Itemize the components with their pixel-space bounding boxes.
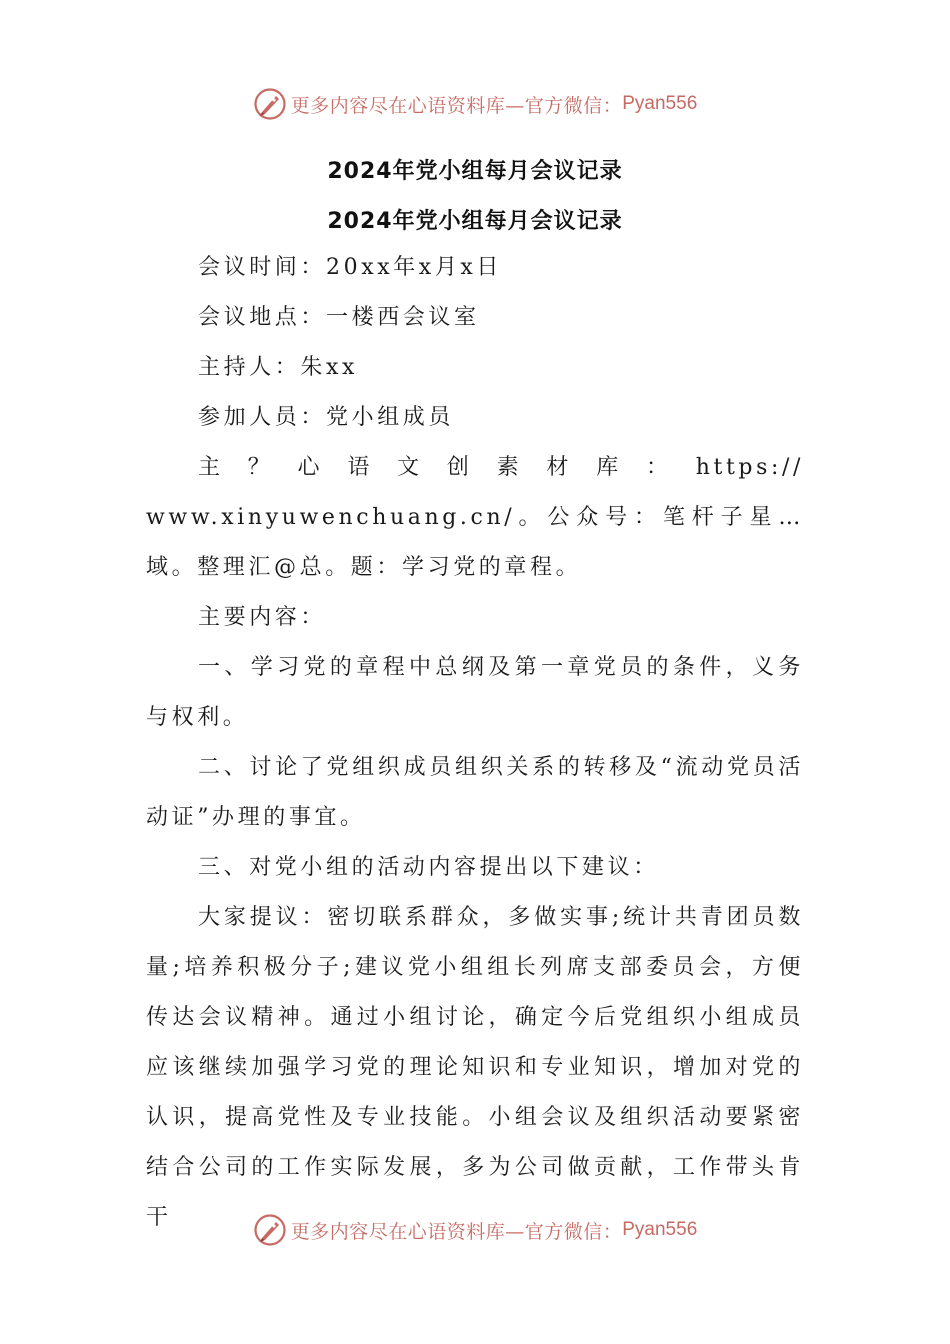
document-body [146, 243, 804, 1243]
main-content-heading: 主要内容： [198, 605, 327, 630]
document-title: 2024年党小组每月会议记录 [327, 159, 623, 184]
banner-text: 更多内容尽在心语资料库—官方微信： [290, 94, 623, 117]
banner-wechat-id: Pyan556 [622, 93, 698, 114]
header-watermark-banner [0, 84, 950, 124]
item-three-paragraph: 三、对党小组的活动内容提出以下建议： [198, 855, 659, 880]
footer-watermark-banner [0, 1210, 950, 1250]
pen-nib-logo-icon [253, 87, 287, 121]
suggestions-paragraph: 大家提议：密切联系群众，多做实事;统计共青团员数量;培养积极分子;建议党小组组长列席支部委员会，方便传达会议精神。通过小组讨论，确定今后党组织小组成员应该继续加强学习党的理论知识和专业知识，增加对党的认识，提高党性及专业技能。小组会议及组织活动要紧密结合公司的工作实际发展，多为公司做贡献，工作带头肯干 [146, 905, 804, 1230]
document-subtitle: 2024年党小组每月会议记录 [327, 209, 623, 234]
item-two-paragraph: 二、讨论了党组织成员组织关系的转移及“流动党员活动证”办理的事宜。 [146, 755, 804, 830]
attendees-paragraph: 参加人员：党小组成员 [198, 405, 455, 430]
banner-text: 更多内容尽在心语资料库—官方微信： [290, 1220, 623, 1243]
host-paragraph: 主持人：朱xx [198, 355, 359, 380]
source-line-paragraph: 主？心语文创素材库：https:// [198, 455, 804, 480]
item-one-paragraph: 一、学习党的章程中总纲及第一章党员的条件，义务与权利。 [146, 655, 804, 730]
banner-wechat-id: Pyan556 [622, 1219, 698, 1240]
source-url-paragraph: www.xinyuwenchuang.cn/。公众号：笔杆子星…域。整理汇@总。题：学习党的章程。 [146, 505, 804, 580]
meeting-time-paragraph: 会议时间：20xx年x月x日 [198, 255, 503, 280]
pen-nib-logo-icon [253, 1213, 287, 1247]
meeting-location-paragraph: 会议地点：一楼西会议室 [198, 305, 480, 330]
